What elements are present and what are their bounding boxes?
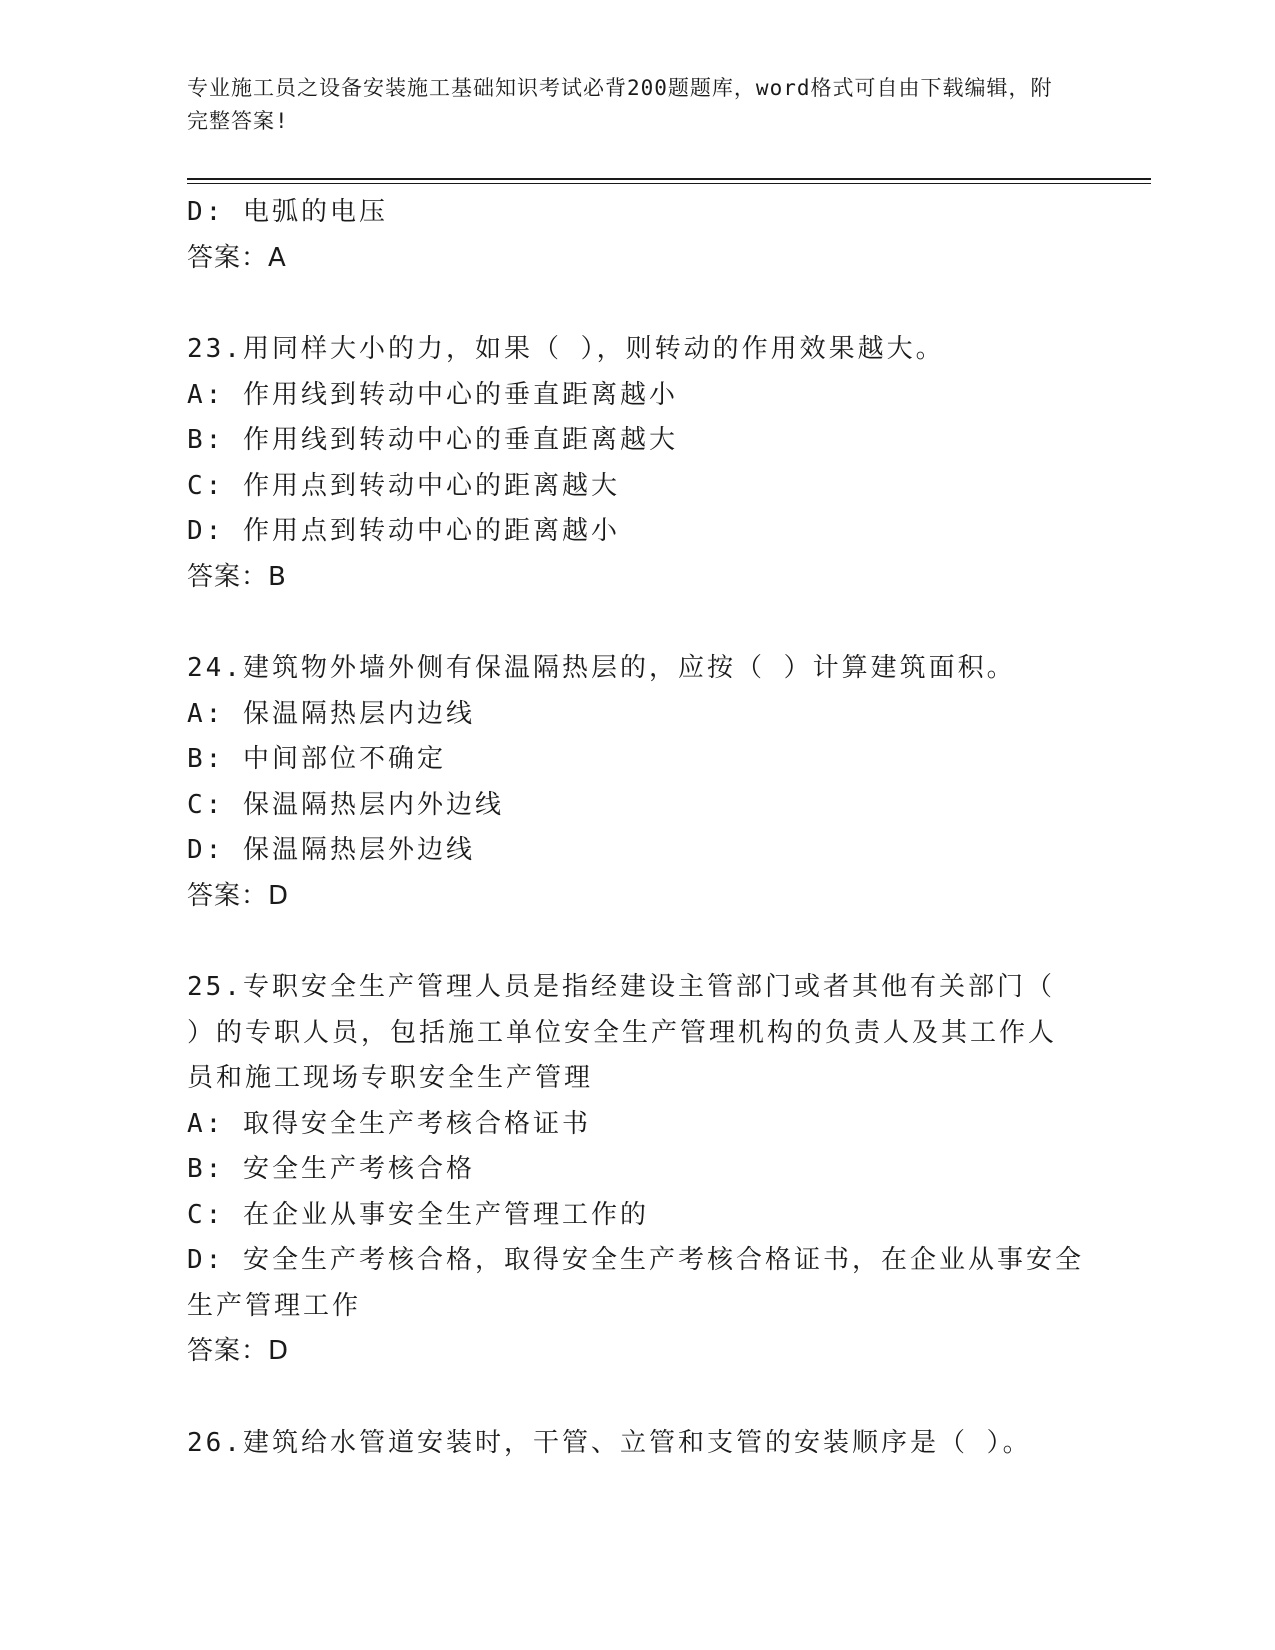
option-d: D: 作用点到转动中心的距离越小 — [187, 516, 620, 546]
option-d: D: 电弧的电压 — [187, 197, 388, 227]
question-26 — [187, 1421, 1067, 1467]
question-content — [187, 190, 1084, 1466]
option-b: B: 作用线到转动中心的垂直距离越大 — [187, 425, 678, 455]
question-stem: 25.专职安全生产管理人员是指经建设主管部门或者其他有关部门（ — [187, 972, 1055, 1002]
option-a: A: 取得安全生产考核合格证书 — [187, 1108, 591, 1139]
option-b: B: 安全生产考核合格 — [187, 1154, 475, 1184]
page-header — [187, 72, 1067, 138]
option-a: A: 作用线到转动中心的垂直距离越小 — [187, 379, 678, 410]
option-d: D: 保温隔热层外边线 — [187, 835, 475, 865]
question-stem: 24.建筑物外墙外侧有保温隔热层的，应按（ ）计算建筑面积。 — [187, 653, 1016, 683]
header-divider — [187, 178, 1151, 184]
answer-line: 答案：B — [187, 561, 287, 592]
question-25 — [187, 965, 1084, 1375]
option-d: D: 安全生产考核合格，取得安全生产考核合格证书，在企业从事安全 — [187, 1245, 1084, 1275]
question-24 — [187, 646, 1067, 919]
question-stem: 员和施工现场专职安全生产管理 — [187, 1063, 594, 1093]
question-stem: ）的专职人员，包括施工单位安全生产管理机构的负责人及其工作人 — [187, 1017, 1058, 1048]
option-c: C: 保温隔热层内外边线 — [187, 789, 504, 820]
answer-line: 答案：A — [187, 242, 287, 273]
document-title: 专业施工员之设备安装施工基础知识考试必背200题题库，word格式可自由下载编辑，附完整答案! — [187, 76, 1053, 133]
option-b: B: 中间部位不确定 — [187, 744, 446, 774]
question-23 — [187, 327, 1067, 600]
answer-line: 答案：D — [187, 1336, 290, 1366]
question-stem: 23.用同样大小的力，如果（ ），则转动的作用效果越大。 — [187, 334, 945, 364]
option-a: A: 保温隔热层内边线 — [187, 698, 475, 729]
answer-line: 答案：D — [187, 880, 290, 911]
option-d-continued: 生产管理工作 — [187, 1290, 362, 1321]
option-c: C: 在企业从事安全生产管理工作的 — [187, 1199, 649, 1230]
question-stem: 26.建筑给水管道安装时，干管、立管和支管的安装顺序是（ ）。 — [187, 1427, 1032, 1458]
question-22-tail — [187, 190, 1067, 281]
option-c: C: 作用点到转动中心的距离越大 — [187, 470, 620, 501]
